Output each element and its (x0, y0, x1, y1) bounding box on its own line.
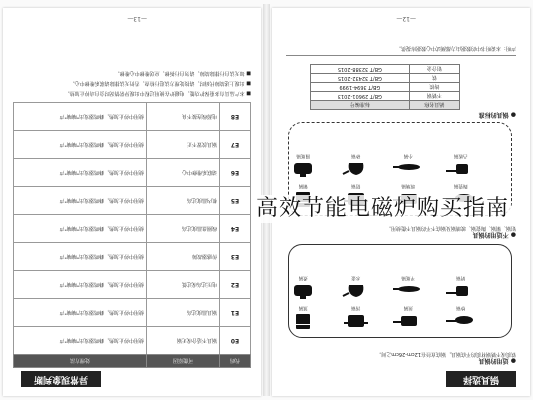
heading-suitable: ● 适用的锅具 (478, 357, 516, 364)
std-cell: 不锈钢 (409, 92, 459, 101)
pot-item (330, 275, 383, 301)
guide-caption: 高效节能电磁炉购买指南 (256, 196, 510, 221)
text-suitable: 铁质或不锈钢材质的平底锅具，锅底直径在12cm-26cm之间。 (376, 351, 516, 357)
pot-label: 蒸锅 (298, 305, 308, 310)
table-row (14, 215, 251, 243)
std-cell: GB/T 3694-1999 (311, 83, 410, 92)
pot-icon (288, 311, 318, 331)
table-row (14, 299, 251, 327)
error-code-table (13, 102, 251, 368)
pot-label: 玻璃锅 (401, 183, 415, 188)
pot-item (277, 275, 330, 301)
page-number: —13— (127, 15, 147, 22)
note-item: ■ 本产品具有多重保护功能，电磁炉在使用过程中出现异常情况时会自动停止加热。 (64, 90, 251, 96)
cell-code: E8 (220, 103, 251, 131)
text-unsuitable: 铝锅、铜锅、陶瓷锅、玻璃锅及锅底不平的锅具不能使用。 (385, 225, 516, 231)
pot-icon (393, 159, 423, 179)
table-row (311, 92, 460, 101)
table-row (14, 243, 251, 271)
section-title-cookware: 锅具选择 (446, 371, 516, 387)
pot-icon (341, 311, 371, 331)
table-row (14, 187, 251, 215)
pot-label: 煮锅 (298, 275, 308, 280)
cell-code: E3 (220, 243, 251, 271)
table-row (14, 131, 251, 159)
pot-label: 奶锅 (456, 275, 466, 280)
cell-cause: 电压过高或过低 (147, 271, 220, 299)
pot-label: 铜锅 (298, 183, 308, 188)
section-title-troubleshooting: 异常现象判断 (21, 371, 101, 387)
pot-icon (393, 281, 423, 301)
cell-fix: 使用中停止加热，蜂鸣器发出"嘀嘀"声 (14, 215, 147, 243)
cell-cause: 电源线连接不良 (147, 103, 220, 131)
cell-code: E5 (220, 187, 251, 215)
pot-item (330, 153, 383, 179)
pot-label: 小锅 (403, 153, 413, 158)
pot-item (330, 305, 383, 331)
cell-code: E7 (220, 131, 251, 159)
std-cell: GB/T 32388-2015 (311, 65, 410, 74)
pot-label: 圆底锅 (296, 153, 310, 158)
cell-fix: 使用中停止加热，蜂鸣器发出"嘀嘀"声 (14, 243, 147, 271)
cell-code: E0 (220, 327, 251, 355)
note-item: ■ 如无法自行排除故障，请勿自行拆修，应送维修中心维修。 (114, 70, 251, 76)
table-header-cause: 可能原因 (147, 355, 220, 368)
pot-label: 铝锅 (351, 183, 361, 188)
cell-cause: 传感器故障 (147, 243, 220, 271)
cell-code: E1 (220, 299, 251, 327)
pot-icon (446, 159, 476, 179)
pot-icon (393, 311, 423, 331)
pot-icon (446, 311, 476, 331)
table-row (14, 103, 251, 131)
pot-item (382, 275, 435, 301)
pot-label: 汤锅 (351, 305, 361, 310)
table-row (311, 65, 460, 74)
pot-item (435, 153, 488, 179)
std-header-code: 标准编号 (311, 101, 410, 110)
table-row (14, 159, 251, 187)
std-header-name: 锅具名称 (409, 101, 459, 110)
troubleshooting-notes (13, 66, 251, 96)
cell-code: E2 (220, 271, 251, 299)
std-cell: GB/T 32432-2015 (311, 74, 410, 83)
pot-label: 水壶 (351, 275, 361, 280)
cell-fix: 使用中停止加热，蜂鸣器发出"嘀嘀"声 (14, 187, 147, 215)
left-page (3, 8, 261, 396)
pot-icon (288, 159, 318, 179)
heading-unsuitable: ● 不适用的锅具 (472, 231, 516, 238)
cell-code: E4 (220, 215, 251, 243)
std-cell: GB/T 29601-2013 (311, 92, 410, 101)
table-row (14, 271, 251, 299)
pot-label: 平底锅 (401, 275, 415, 280)
page-number: —12— (396, 15, 416, 22)
cell-fix: 使用中停止加热，蜂鸣器发出"嘀嘀"声 (14, 159, 147, 187)
pot-icon (288, 281, 318, 301)
cell-code: E6 (220, 159, 251, 187)
pot-label: 煎锅 (403, 305, 413, 310)
disclaimer-note: 声明：本说明书中的数据由力都测试中心数据库提供。 (286, 45, 516, 56)
pot-item (382, 153, 435, 179)
cookware-standards-table (310, 64, 460, 110)
table-row (311, 83, 460, 92)
std-cell: 铝合金 (409, 65, 459, 74)
pot-item (435, 305, 488, 331)
cell-cause: 锅具放置不正 (147, 131, 220, 159)
pot-label: 炒锅 (456, 305, 466, 310)
pot-label: 陶瓷锅 (454, 183, 468, 188)
std-cell: 铁 (409, 74, 459, 83)
pot-icon (341, 159, 371, 179)
pot-item (382, 305, 435, 331)
note-item: ■ 出现上述故障代码时，请按处理方法进行检查，若仍无法排除请联系维修中心。 (69, 80, 251, 86)
pot-item (277, 305, 330, 331)
pot-icon (446, 281, 476, 301)
table-row (14, 327, 251, 355)
cell-fix: 使用中停止加热，蜂鸣器发出"嘀嘀"声 (14, 131, 147, 159)
cell-fix: 使用中停止加热，蜂鸣器发出"嘀嘀"声 (14, 271, 147, 299)
pot-label: 砂锅 (351, 153, 361, 158)
heading-standards: ● 锅具的标准 (478, 111, 516, 118)
pot-icon (341, 281, 371, 301)
pot-item (435, 275, 488, 301)
cell-cause: 请联系维修中心 (147, 159, 220, 187)
cell-fix: 使用中停止加热，蜂鸣器发出"嘀嘀"声 (14, 299, 147, 327)
suitable-pots-box (288, 244, 512, 338)
cell-cause: 机内温度过高 (147, 187, 220, 215)
cell-fix: 使用中停止加热，蜂鸣器发出"嘀嘀"声 (14, 327, 147, 355)
pot-item (277, 153, 330, 179)
table-row (311, 74, 460, 83)
cell-fix: 使用中停止加热，蜂鸣器发出"嘀嘀"声 (14, 103, 147, 131)
cell-cause: 锅具不适合或无锅 (147, 327, 220, 355)
cell-cause: 线圈盘温度过高 (147, 215, 220, 243)
table-header-fix: 处理方法 (14, 355, 147, 368)
left-page-content-inverted (3, 8, 261, 396)
cell-cause: 锅具温度过高 (147, 299, 220, 327)
pot-label: 凸底锅 (454, 153, 468, 158)
table-header-code: 代码 (220, 355, 251, 368)
std-cell: 铸铁 (409, 83, 459, 92)
